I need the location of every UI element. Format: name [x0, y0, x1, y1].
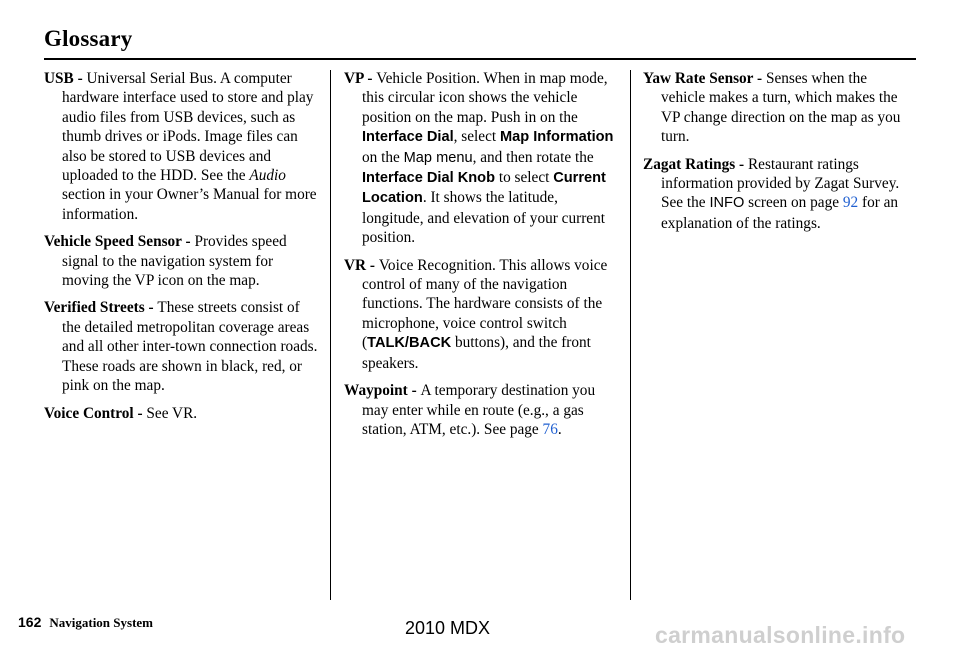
definition-zagat-3: for an explanation of the ratings.: [661, 194, 899, 232]
watermark: carmanualsonline.info: [655, 622, 906, 648]
model-label: 2010 MDX: [405, 618, 491, 638]
term-vr: VR -: [344, 256, 379, 274]
talk-back-label: TALK/BACK: [367, 335, 452, 352]
definition-vp-5: to select: [495, 169, 554, 187]
page-link-92[interactable]: 92: [842, 194, 859, 212]
definition-vp-2: , select: [453, 128, 500, 146]
definition-waypoint-1: A temporary destination you may enter while en route (e.g., a gas station, ATM, etc.). See page: [362, 382, 596, 438]
column-divider-2: [630, 70, 631, 600]
column-1: [44, 69, 319, 431]
definition-voice-control: See VR.: [146, 404, 198, 422]
title-rule: [44, 58, 916, 60]
info-label: INFO: [709, 195, 745, 212]
entry-usb: [44, 69, 319, 224]
entry-vp: [344, 69, 619, 248]
definition-zagat-1: Restaurant ratings information provided by Zagat Survey. See the: [661, 155, 900, 212]
term-waypoint: Waypoint -: [344, 382, 421, 400]
footer-label: Navigation System: [49, 615, 153, 630]
term-voice-control: Voice Control -: [44, 404, 147, 422]
definition-verified-streets: These streets consist of the detailed metropolitan coverage areas and all other inter-town connection roads. These roads are shown in black, red, or pink on the map.: [62, 299, 318, 395]
definition-vr-2: buttons), and the front speakers.: [362, 334, 591, 372]
definition-vp-3: on the: [362, 148, 404, 166]
term-vehicle-speed-sensor: Vehicle Speed Sensor -: [44, 233, 195, 251]
column-3: [643, 69, 915, 241]
definition-vp-6: . It shows the latitude, longitude, and elevation of your current position.: [362, 189, 605, 247]
map-information-label: Map Information: [499, 129, 614, 146]
definition-usb-1: Universal Serial Bus. A computer hardware interface used to store and play audio files from USB devices, such as thumb drives or iPods. Image files can also be stored to USB devices and uploaded to the HDD. See the: [62, 70, 314, 185]
page-title: Glossary: [44, 26, 133, 51]
map-menu-label: Map menu: [403, 149, 473, 166]
definition-vehicle-speed-sensor: Provides speed signal to the navigation system for moving the VP icon on the map.: [62, 233, 287, 290]
entry-vr: [344, 256, 619, 373]
entry-verified-streets: [44, 298, 319, 395]
term-yaw-rate-sensor: Yaw Rate Sensor -: [643, 70, 766, 87]
entry-yaw-rate-sensor: [643, 69, 915, 147]
entry-waypoint: [344, 381, 619, 439]
definition-waypoint-2: .: [557, 420, 562, 438]
column-2: [344, 69, 619, 447]
page-number: 162: [18, 614, 42, 630]
column-divider-1: [330, 70, 331, 600]
entry-zagat-ratings: [643, 155, 915, 234]
entry-vehicle-speed-sensor: [44, 232, 319, 290]
audio-reference: Audio: [249, 167, 286, 185]
page-link-76[interactable]: 76: [542, 420, 558, 438]
term-vp: VP -: [344, 70, 377, 87]
definition-vr-1: Voice Recognition. This allows voice control of many of the navigation functions. The hardware consists of the microphone, voice control switch (: [362, 256, 608, 352]
term-verified-streets: Verified Streets -: [44, 299, 158, 317]
definition-yaw-rate-sensor: Senses when the vehicle makes a turn, which makes the VP change direction on the map as you turn.: [661, 70, 901, 146]
interface-dial-knob-label: Interface Dial Knob: [362, 170, 495, 187]
definition-vp-4: , and then rotate the: [472, 148, 594, 166]
definition-vp-1: Vehicle Position. When in map mode, this circular icon shows the vehicle position on the map. Push in on the: [362, 70, 608, 126]
term-usb: USB -: [44, 70, 87, 87]
term-zagat-ratings: Zagat Ratings -: [643, 155, 748, 173]
definition-usb-2: section in your Owner’s Manual for more information.: [62, 186, 317, 223]
page-footer: [18, 614, 153, 631]
interface-dial-label: Interface Dial: [362, 129, 454, 146]
current-location-label: Current Location: [362, 170, 606, 207]
definition-zagat-2: screen on page: [744, 194, 843, 212]
entry-voice-control: [44, 404, 319, 423]
